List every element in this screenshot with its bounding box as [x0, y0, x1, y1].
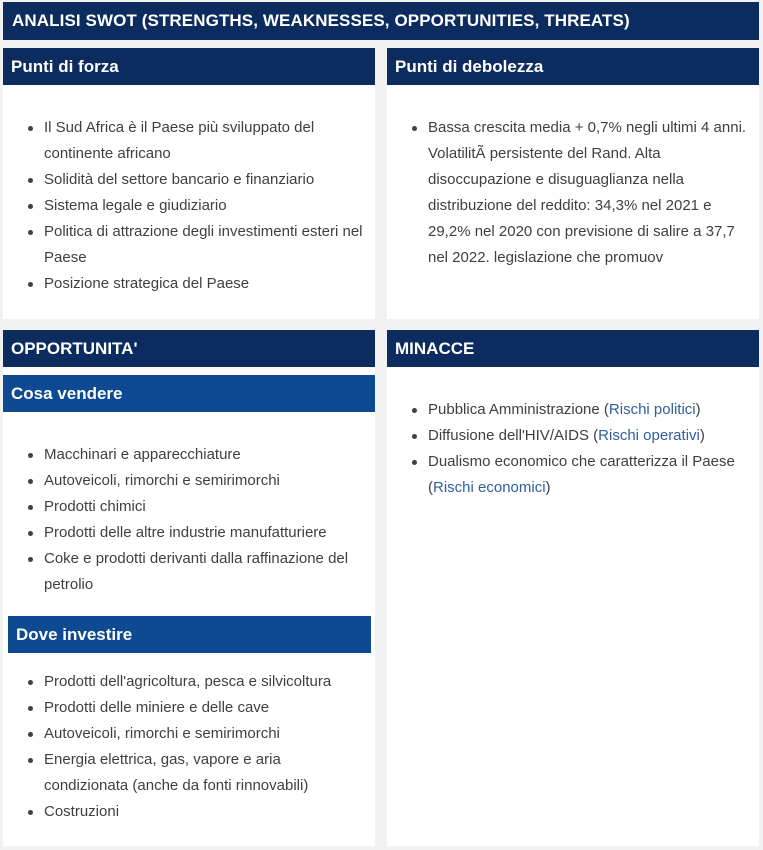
page-title: ANALISI SWOT (STRENGTHS, WEAKNESSES, OPPORTUNITIES, THREATS)	[3, 2, 759, 40]
list-item: Prodotti delle altre industrie manufatturiere	[3, 520, 369, 546]
threat-text: Diffusione dell'HIV/AIDS (	[428, 427, 599, 444]
list-item: Bassa crescita media + 0,7% negli ultimi 4 anni. VolatilitÃ persistente del Rand. Alta disoccupazione e disuguaglianza nella distribuzione del reddito: 34,3% nel 2021 e 29,2% nel 2020 con previsione di salire a 37,7 nel 2022. legislazione che promuov	[387, 115, 749, 271]
operational-risks-link[interactable]: Rischi operativi	[598, 427, 700, 444]
list-item: Costruzioni	[3, 799, 369, 825]
list-item: Prodotti chimici	[3, 494, 369, 520]
threats-card	[387, 330, 759, 846]
threat-close: )	[545, 479, 551, 496]
list-item	[387, 423, 753, 449]
list-item	[387, 449, 753, 501]
list-item: Posizione strategica del Paese	[3, 271, 365, 297]
list-item: Sistema legale e giudiziario	[3, 193, 365, 219]
opportunities-card	[3, 330, 375, 846]
what-to-sell-list	[3, 442, 369, 598]
strengths-list	[3, 115, 365, 297]
where-to-invest-list	[3, 669, 369, 825]
economic-risks-link[interactable]: Rischi economici	[433, 479, 546, 496]
list-item: Energia elettrica, gas, vapore e aria condizionata (anche da fonti rinnovabili)	[3, 747, 369, 799]
opportunities-heading: OPPORTUNITA'	[3, 330, 375, 367]
list-item: Prodotti delle miniere e delle cave	[3, 695, 369, 721]
list-item: Macchinari e apparecchiature	[3, 442, 369, 468]
list-item: Il Sud Africa è il Paese più sviluppato del continente africano	[3, 115, 365, 167]
list-item: Autoveicoli, rimorchi e semirimorchi	[3, 721, 369, 747]
strengths-heading: Punti di forza	[3, 48, 375, 85]
threats-heading: MINACCE	[387, 330, 759, 367]
what-to-sell-heading: Cosa vendere	[3, 375, 375, 412]
weaknesses-card	[387, 48, 759, 319]
threat-text: Pubblica Amministrazione (	[428, 401, 609, 418]
threat-text: Dualismo economico che caratterizza il Paese (	[428, 453, 735, 496]
threat-close: )	[699, 427, 705, 444]
strengths-card	[3, 48, 375, 319]
weaknesses-heading: Punti di debolezza	[387, 48, 759, 85]
threat-close: )	[695, 401, 701, 418]
list-item: Coke e prodotti derivanti dalla raffinazione del petrolio	[3, 546, 369, 598]
where-to-invest-heading: Dove investire	[8, 616, 371, 653]
list-item	[387, 397, 753, 423]
political-risks-link[interactable]: Rischi politici	[608, 401, 696, 418]
threats-list	[387, 397, 753, 501]
list-item: Prodotti dell'agricoltura, pesca e silvicoltura	[3, 669, 369, 695]
list-item: Politica di attrazione degli investimenti esteri nel Paese	[3, 219, 365, 271]
list-item: Autoveicoli, rimorchi e semirimorchi	[3, 468, 369, 494]
weaknesses-list	[387, 115, 749, 271]
list-item: Solidità del settore bancario e finanziario	[3, 167, 365, 193]
